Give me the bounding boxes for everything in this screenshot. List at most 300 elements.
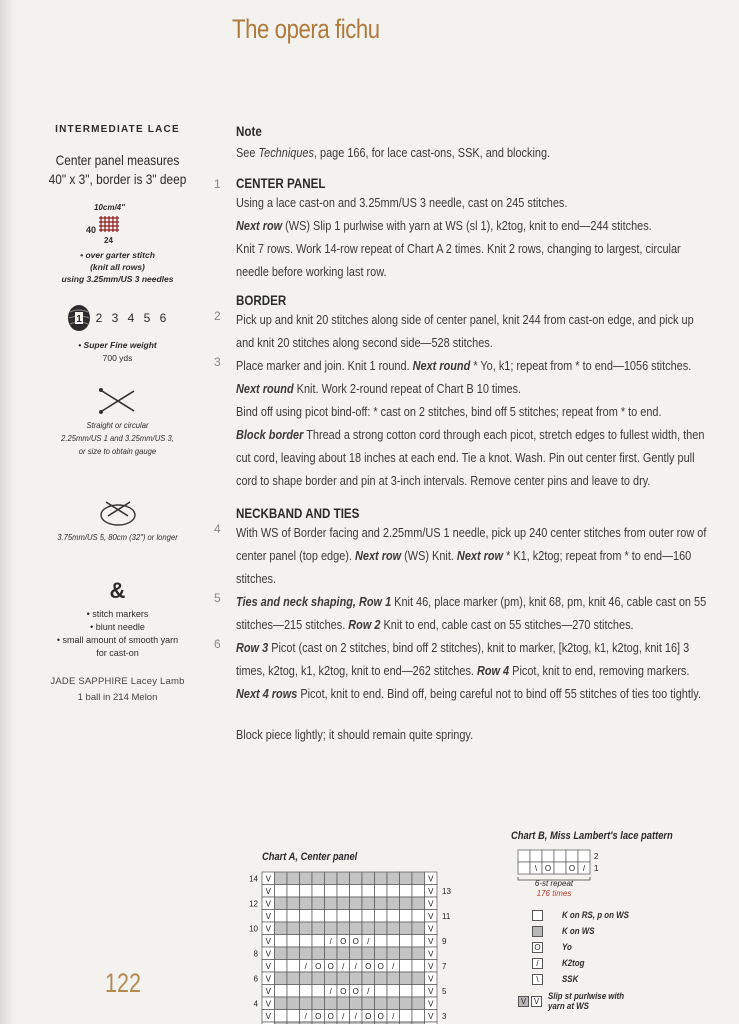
chart-a-row-label: 12 [249,899,258,909]
step-number: 2 [214,309,221,323]
chart-a-row-label: 6 [253,974,258,984]
chart-a-cell [400,910,413,923]
chart-b-row-label: 1 [594,864,599,873]
chart-a-title: Chart A, Center panel [262,851,358,863]
chart-a-row-label: 13 [442,887,451,896]
step-6-mid: Picot (cast on 2 stitches, bind off 2 stitches), knit to marker, [k2tog, k1, k2tog, knit 16] 3 times, k2tog, k1, k2tog, knit to end—262 stitches. [236,640,690,678]
chart-a-symbol: V [428,924,434,934]
chart-b-title: Chart B, Miss Lambert's lace pattern [511,830,673,842]
chart-a-symbol: V [428,962,434,971]
chart-a-cell [287,897,300,910]
chart-b-row-label: 2 [594,852,599,861]
chart-a-cell [275,960,288,973]
chart-a-symbol: / [392,1012,395,1021]
chart-a-cell [400,972,413,985]
chart-a-cell [362,947,375,960]
next-4-rows-label: Next 4 rows [236,686,298,701]
chart-a-cell [350,972,363,985]
sidebar [30,124,205,706]
chart-a-symbol: V [265,974,271,984]
chart-b-symbol: \ [534,864,538,873]
chart-a-cell [325,997,338,1010]
step-5-post: Knit to end, cable cast on 55 stitches—270 stitches. [380,617,634,632]
chart-a-symbol: V [265,937,271,946]
chart-a-cell [387,922,400,935]
chart-b-cell [530,850,542,862]
chart-a-cell [400,885,413,898]
chart-a-cell [412,997,425,1010]
chart-a-row-label: 11 [442,912,451,921]
chart-a-symbol: V [428,937,434,946]
yarn-weight-others: 2 3 4 5 6 [95,311,170,325]
chart-a-cell [325,897,338,910]
chart-a-symbol: O [365,1012,372,1021]
next-row-label: Next row [456,548,504,563]
chart-a-cell [312,910,325,923]
chart-b-symbol: / [582,864,586,873]
chart-b-cell [554,862,566,874]
chart-a-row-label: 7 [442,962,447,971]
chart-a-symbol: V [428,999,434,1009]
chart-a-cell [362,897,375,910]
chart-a-symbol: O [377,1012,384,1021]
chart-a-cell [400,872,413,885]
yarn-weight-selected: 1 [75,314,82,325]
chart-a-cell [362,997,375,1010]
chart-a-cell [300,985,313,998]
chart-a-symbol: V [428,887,434,896]
chart-a-cell [350,947,363,960]
chart-a-cell [312,922,325,935]
chart-a-cell [412,985,425,998]
border-step-3-text [236,354,711,492]
chart-a-symbol: V [428,949,434,959]
step-number: 5 [214,591,221,605]
center-panel-heading: CENTER PANEL [236,176,326,191]
border-step-3 [210,354,730,492]
chart-b-cell [554,850,566,862]
notion-item: • blunt needle [90,622,145,632]
chart-a-symbol: / [329,987,332,996]
bind-off-text: Bind off using picot bind-off: * cast on 2 stitches, bind off 5 stitches; repeat from * to end. [236,404,662,419]
chart-a-cell [300,972,313,985]
center-panel-section [210,176,730,283]
note-text [236,141,711,164]
legend-symbol [532,942,562,953]
chart-a-row-label: 10 [249,924,258,934]
chart-b-cell [518,862,530,874]
notions-ampersand: & [109,578,126,603]
chart-a-cell [400,947,413,960]
legend-symbol [518,996,548,1007]
legend-item [532,971,732,987]
step-4-post: * K1, k2tog; repeat from * to end—160 stitches. [236,548,692,586]
chart-a-symbol: / [342,1012,345,1021]
chart-a-cell [375,972,388,985]
chart-a-cell [387,947,400,960]
chart-a-symbol: / [329,937,332,946]
chart-a-cell [412,910,425,923]
chart-a-cell [325,972,338,985]
block-border-body: Thread a strong cotton cord through each picot, stretch edges to fullest width, then cut cord, leaving about 18 inches at each end. Tie a knot. Wash. Pin out center first. Gently pull cord to shape border and pin at 3-inch intervals. Remove center pins and leave to dry. [236,427,705,488]
chart-a-cell [325,922,338,935]
chart-a-cell [287,935,300,948]
chart-a-cell [275,897,288,910]
page-number: 122 [105,968,142,998]
chart-b-cell [578,850,590,862]
legend-symbol [532,926,562,937]
row-3-label: Row 3 [236,640,269,655]
legend-label: Slip st purlwise with yarn at WS [548,991,625,1011]
chart-b-symbol: O [544,864,552,873]
chart-a-cell [412,972,425,985]
straight-needles-icon [98,387,138,415]
chart-a-cell [312,872,325,885]
chart-a-cell [312,997,325,1010]
chart-a-cell [375,922,388,935]
border-section [210,293,730,492]
legend-symbol-box [532,910,543,921]
chart-b-cell [566,850,578,862]
chart-a-cell [412,872,425,885]
chart-a-symbol: V [265,887,271,896]
gauge-grid-icon [98,214,120,234]
chart-a-symbol: / [354,1012,357,1021]
chart-b-cell [542,850,554,862]
chart-a-symbol: V [428,974,434,984]
chart-a-cell [325,872,338,885]
gauge-rows: 40 [86,225,97,235]
chart-a-cell [337,972,350,985]
note-text-post: , page 166, for lace cast-ons, SSK, and blocking. [313,145,551,160]
border-step-3-pre: Place marker and join. Knit 1 round. [236,358,413,373]
gauge-note [30,249,205,285]
chart-a-cell [337,910,350,923]
chart-a [240,866,480,1021]
yarn-weight-scale [30,303,205,333]
chart-a-cell [362,922,375,935]
chart-a-cell [337,885,350,898]
next-row-label: Next row [354,548,402,563]
yarn-name: JADE SAPPHIRE Lacey Lamb [50,676,185,687]
step-number: 6 [214,637,221,651]
chart-a-cell [400,997,413,1010]
note-text-pre: See [236,145,259,160]
legend-item [532,907,732,923]
legend-symbol-box: V [518,996,529,1007]
block-note: Block piece lightly; it should remain quite springy. [236,727,474,742]
legend-symbol-box: / [532,958,543,969]
chart-a-cell [387,935,400,948]
yarn-yards: 700 yds [102,353,133,363]
chart-a-cell [275,985,288,998]
gauge-stitches: 24 [104,236,113,245]
next-row-label: Next row [236,218,283,233]
row-2-label: Row 2 [348,617,381,632]
yarn-details [30,674,205,706]
chart-a-symbol: V [428,874,434,884]
chart-a-cell [287,1010,300,1023]
circular-needle-size: 3.75mm/US 5, 80cm (32") or longer [57,532,178,542]
border-step-2-text: Pick up and knit 20 stitches along side of center panel, knit 244 from cast-on edge, and pick up and knit 20 stitches along second side—528 stitches. [236,312,694,350]
chart-a-cell [275,872,288,885]
chart-a-row-label: 14 [249,874,258,884]
chart-a-symbol: V [428,912,434,921]
chart-a-cell [400,960,413,973]
center-panel-line-2 [236,214,711,237]
yarn-amount: 1 ball in 214 Melon [77,692,158,703]
chart-a-cell [300,997,313,1010]
legend-symbol [532,910,562,921]
chart-a-cell [362,910,375,923]
step-5-mid: Knit 46, place marker (pm), knit 68, pm, knit 46, cable cast on 55 stitches—215 stitches. [236,594,707,632]
chart-a-symbol: V [428,987,434,996]
chart-b [510,846,620,896]
page-edge [0,0,14,1024]
chart-a-cell [412,922,425,935]
note-techniques: Techniques [258,145,314,160]
chart-a-symbol: V [265,999,271,1009]
chart-a-symbol: V [265,949,271,959]
legend-symbol [532,958,562,969]
legend-symbol-box: V [531,996,542,1007]
chart-a-cell [312,897,325,910]
needles-line-3: or size to obtain gauge [78,446,157,456]
border-step-2 [210,308,730,354]
neckband-step-6 [210,636,730,705]
chart-b-times-label: 176 times [536,889,572,898]
chart-a-cell [312,935,325,948]
chart-a-cell [312,947,325,960]
chart-a-cell [275,947,288,960]
note-heading: Note [236,124,262,139]
chart-a-cell [375,985,388,998]
row-4-label: Row 4 [476,663,510,678]
chart-a-cell [400,922,413,935]
chart-a-cell [350,910,363,923]
chart-a-symbol: / [367,987,370,996]
chart-a-cell [300,910,313,923]
step-number: 4 [214,522,221,536]
step-4-mid: (WS) Knit. [401,548,457,563]
chart-a-cell [375,897,388,910]
next-row-text: (WS) Slip 1 purlwise with yarn at WS (sl 1), k2tog, knit to end—244 stitches. [282,218,652,233]
chart-b-symbol: O [568,864,576,873]
chart-a-cell [300,897,313,910]
chart-a-cell [387,985,400,998]
chart-a-cell [362,885,375,898]
chart-a-cell [400,897,413,910]
legend-symbol-box: O [532,942,543,953]
chart-a-symbol: V [265,1012,271,1021]
neckband-step-4 [210,521,730,590]
legend-label: K on RS, p on WS [562,910,629,920]
chart-b-repeat-label: 6-st repeat [534,879,574,888]
page-title: The opera fichu [232,14,380,44]
chart-a-cell [350,872,363,885]
chart-a-symbol: O [315,962,322,971]
center-panel-line-1: Using a lace cast-on and 3.25mm/US 3 needle, cast on 245 stitches. [236,195,568,210]
chart-legend [520,907,732,1015]
chart-a-row-label: 9 [442,937,447,946]
chart-a-cell [275,1010,288,1023]
needles-info [39,419,197,458]
chart-a-cell [350,997,363,1010]
chart-a-cell [387,910,400,923]
neckband-step-5 [210,590,730,636]
chart-a-cell [412,960,425,973]
step-6-mid2: Picot, knit to end, removing markers. [509,663,690,678]
chart-a-cell [412,885,425,898]
chart-a-cell [400,935,413,948]
chart-a-cell [287,985,300,998]
notions-list [30,608,205,660]
chart-a-cell [275,935,288,948]
chart-a-symbol: O [352,937,359,946]
border-heading: BORDER [236,293,287,308]
step-6-post: Picot, knit to end. Bind off, being careful not to bind off 55 stitches of ties too tightly. [297,686,701,701]
chart-a-row-label: 5 [442,987,447,996]
center-panel-text [236,191,711,283]
chart-a-symbol: V [265,987,271,996]
chart-a-symbol: O [377,962,384,971]
chart-a-cell [300,885,313,898]
chart-a-symbol: V [428,1012,434,1021]
chart-a-cell [275,885,288,898]
chart-a-cell [412,947,425,960]
chart-a-cell [312,885,325,898]
chart-a-symbol: / [304,1012,307,1021]
chart-a-symbol: / [354,962,357,971]
measure-line-2: 40" x 3", border is 3" deep [48,171,187,187]
legend-label: Yo [562,942,572,952]
chart-a-symbol: V [265,912,271,921]
chart-a-row-label: 4 [253,999,258,1009]
neckband-step-5-text [236,590,711,636]
gauge-note-1: • over garter stitch [80,250,155,260]
chart-a-symbol: O [327,1012,334,1021]
chart-a-cell [362,872,375,885]
chart-a-cell [400,985,413,998]
notion-item: • small amount of smooth yarn [56,635,179,645]
chart-a-cell [275,922,288,935]
next-round-label: Next round [412,358,471,373]
border-step-3-mid: * Yo, k1; repeat from * to end—1056 stitches. [470,358,692,373]
chart-a-symbol: O [340,937,347,946]
circular-needle-icon [98,498,138,528]
chart-b-cell [518,850,530,862]
chart-a-cell [375,997,388,1010]
gauge-block [30,203,205,293]
chart-a-cell [300,872,313,885]
chart-a-symbol: V [428,899,434,909]
legend-label: K on WS [562,926,595,936]
chart-a-cell [275,997,288,1010]
block-border-label: Block border [236,427,304,442]
legend-symbol [532,974,562,985]
legend-item [532,955,732,971]
ties-label: Ties and neck shaping, Row 1 [236,594,392,609]
legend-label: K2tog [562,958,585,968]
chart-a-cell [325,885,338,898]
legend-symbol-box [532,926,543,937]
chart-a-cell [362,972,375,985]
gauge-size: 10cm/4" [94,203,125,212]
chart-a-cell [287,872,300,885]
chart-a-cell [300,935,313,948]
chart-a-cell [350,885,363,898]
skill-level: INTERMEDIATE LACE [55,124,180,135]
neckband-heading: NECKBAND AND TIES [236,506,360,521]
block-border-text [236,423,711,492]
chart-a-cell [287,997,300,1010]
chart-a-cell [400,1010,413,1023]
step-4-pre: With WS of Border facing and 2.25mm/US 1 needle, pick up 240 center stitches from outer row of center panel (top edge). [236,525,707,563]
border-step-3-post: Knit. Work 2-round repeat of Chart B 10 times. [293,381,522,396]
needles-line-1: Straight or circular [86,420,149,430]
chart-a-symbol: / [304,962,307,971]
next-round-label: Next round [236,381,294,396]
chart-a-cell [375,947,388,960]
chart-a-cell [375,872,388,885]
chart-a-symbol: O [365,962,372,971]
chart-a-cell [287,960,300,973]
chart-a-cell [300,922,313,935]
chart-a-symbol: V [265,899,271,909]
chart-a-cell [312,972,325,985]
chart-a-symbol: / [392,962,395,971]
chart-a-cell [387,972,400,985]
chart-a-cell [287,947,300,960]
chart-a-cell [325,947,338,960]
chart-a-cell [412,1010,425,1023]
chart-a-symbol: V [265,962,271,971]
measure-line-1: Center panel measures [55,152,180,168]
chart-a-cell [387,885,400,898]
chart-a-symbol: / [342,962,345,971]
chart-a-cell [325,910,338,923]
chart-a-cell [275,972,288,985]
chart-a-cell [375,935,388,948]
chart-a-cell [412,935,425,948]
chart-a-cell [287,972,300,985]
yarn-weight-label: • Super Fine weight [78,340,157,350]
gauge-note-2: (knit all rows) [90,262,145,272]
notion-item: • stitch markers [86,609,149,619]
chart-a-symbol: V [265,874,271,884]
chart-a-row-label: 8 [253,949,258,959]
legend-label: SSK [562,974,579,984]
chart-a-cell [337,872,350,885]
chart-a-cell [287,885,300,898]
chart-a-cell [337,897,350,910]
chart-a-cell [275,910,288,923]
legend-symbol-box: \ [532,974,543,985]
measurements [43,151,192,189]
chart-a-cell [337,997,350,1010]
yarn-ball-icon [66,303,92,333]
neckband-step-4-text [236,521,711,590]
chart-a-cell [337,922,350,935]
chart-a-cell [300,947,313,960]
chart-a-cell [412,897,425,910]
step-number: 3 [214,355,221,369]
neckband-section [210,506,730,746]
gauge-note-3: using 3.25mm/US 3 needles [61,274,174,284]
chart-a-cell [375,910,388,923]
chart-a-cell [350,922,363,935]
notion-item: for cast-on [96,648,139,658]
